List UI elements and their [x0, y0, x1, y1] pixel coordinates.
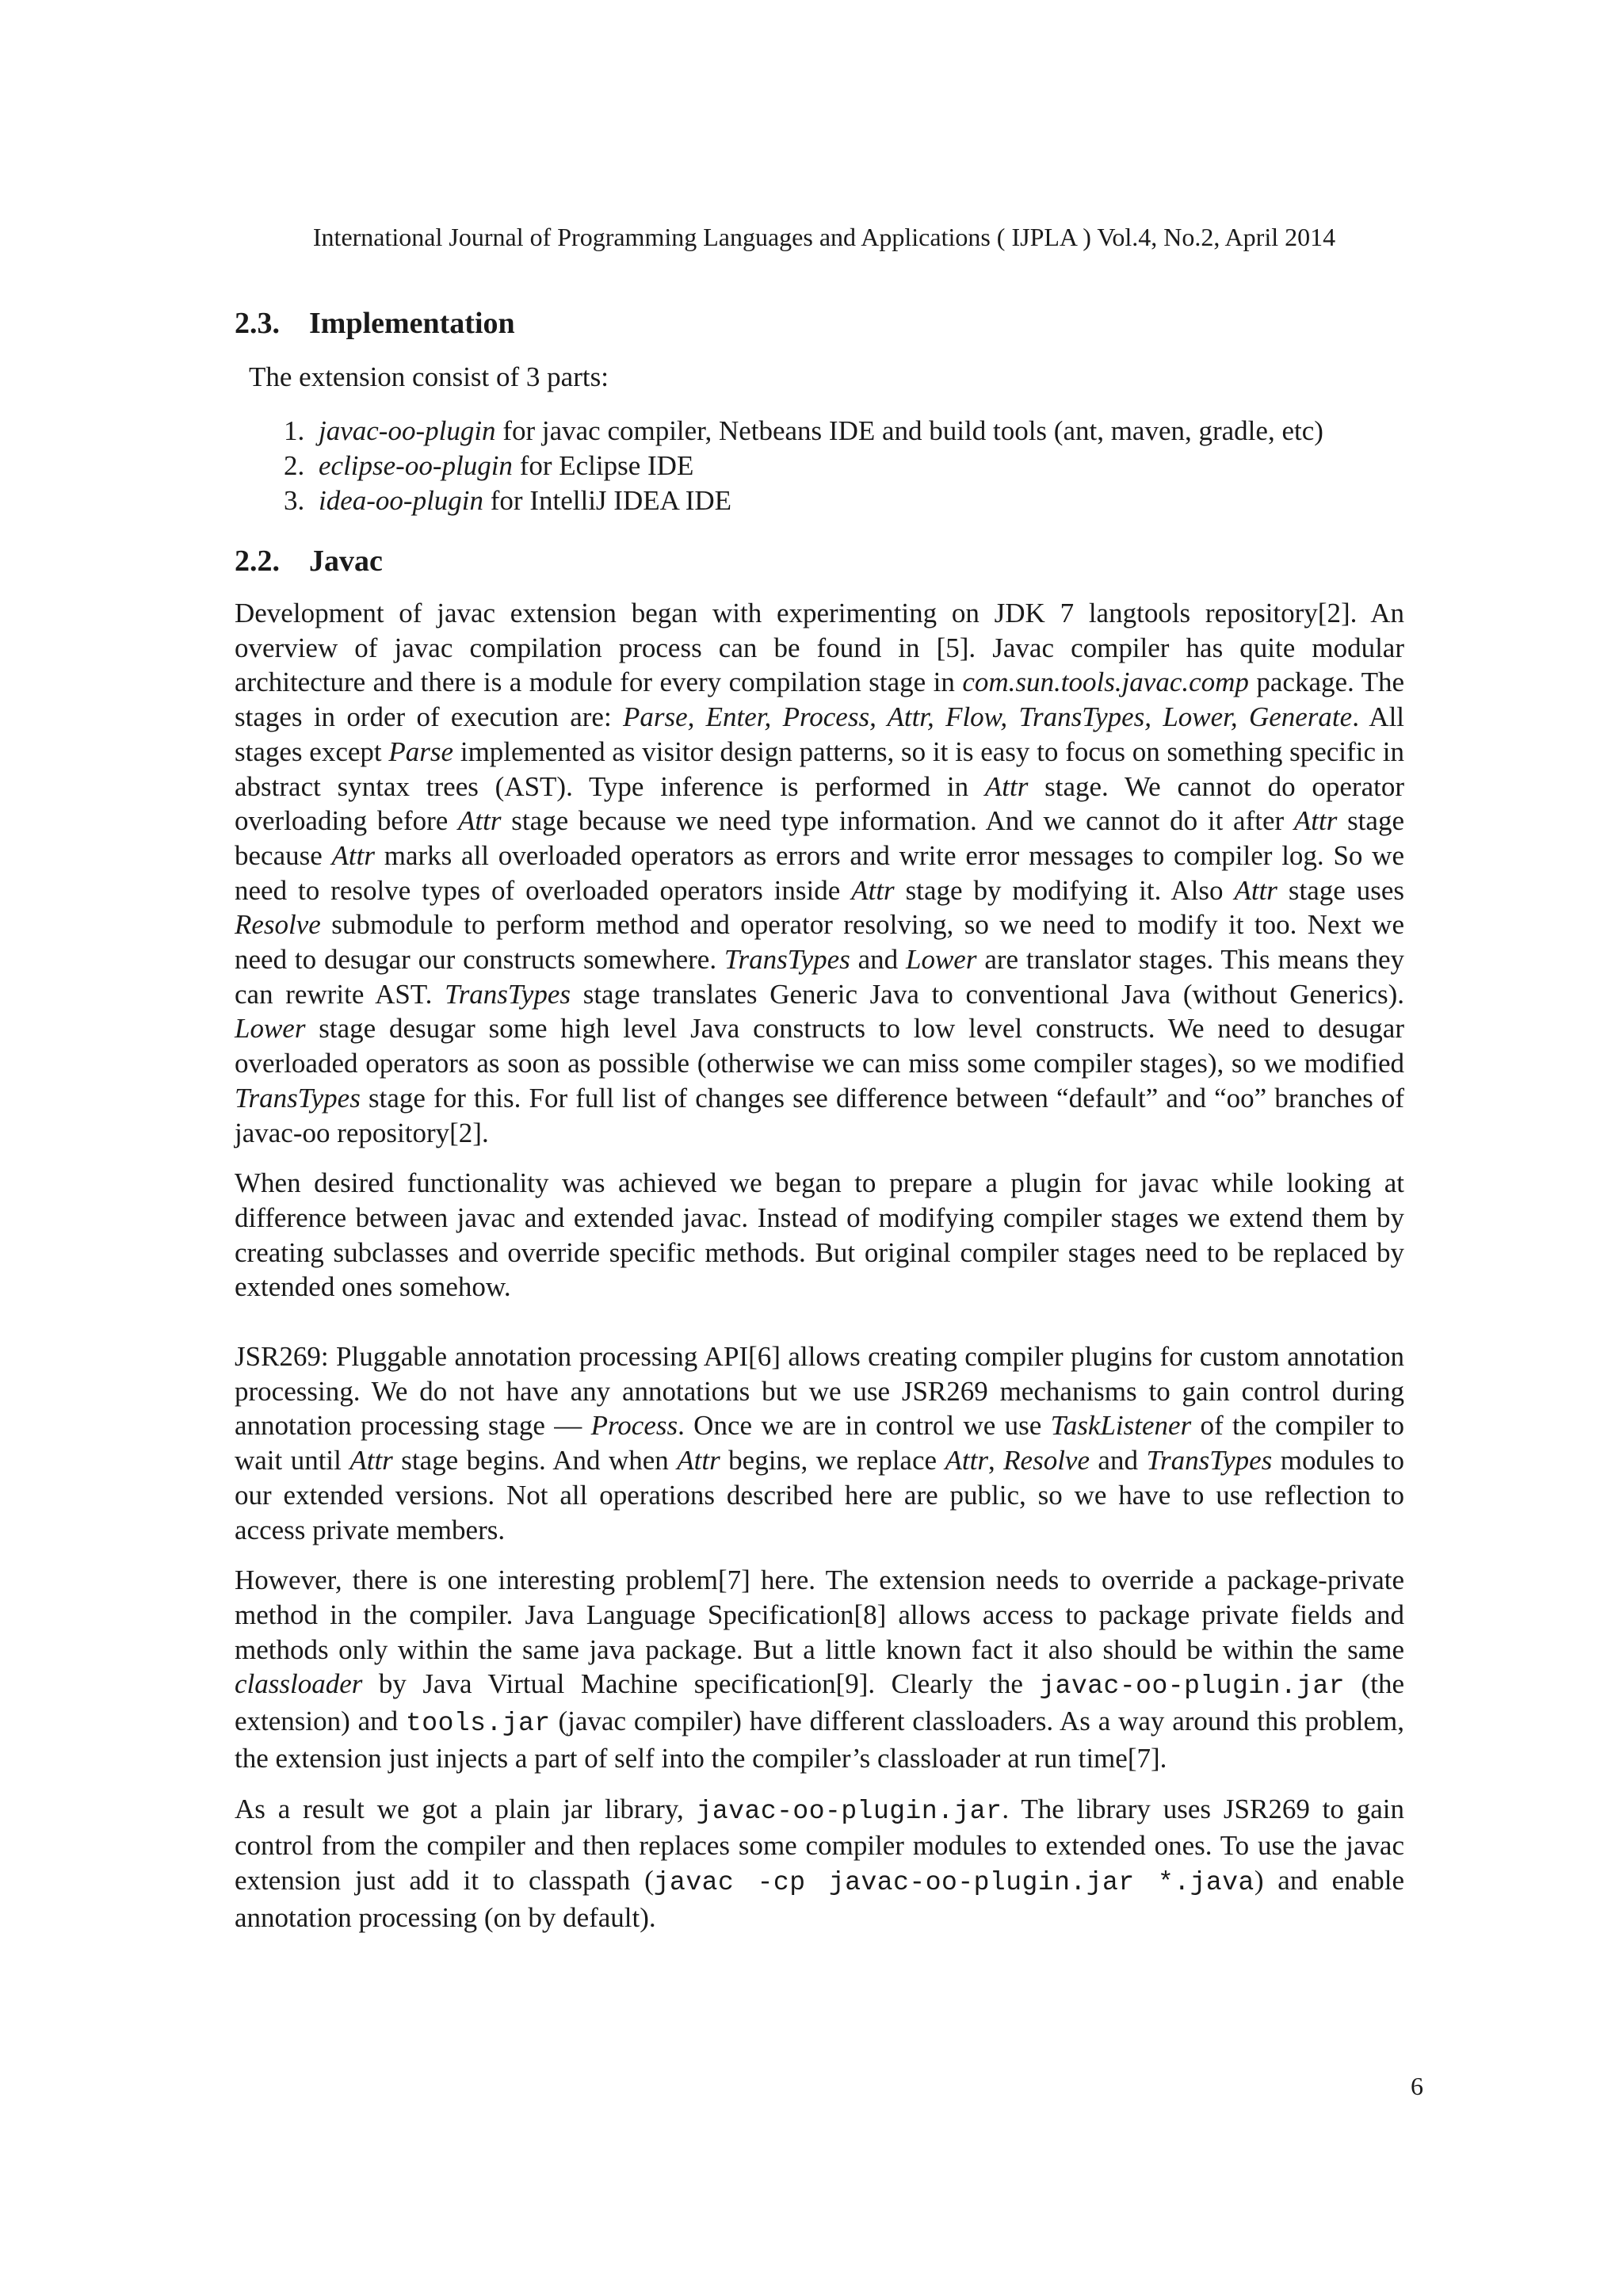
section-number: 2.3.	[235, 307, 280, 340]
list-item	[284, 414, 1404, 449]
page-body	[235, 304, 1404, 1935]
parts-list	[284, 414, 1404, 518]
paragraph-classloader-problem: However, there is one interesting problem[7] here. The extension needs to override a package-private method in the compiler. Java Language Specification[8] allows access to package private fields and methods only within the same java package. But a little known fact it also should be within the same classloader by Java Virtual Machine specification[9]. Clearly the javac-oo-plugin.jar (the extension) and tools.jar (javac compiler) have different classloaders. As a way around this problem, the extension just injects a part of self into the compiler’s classloader at run time[7].	[235, 1564, 1404, 1774]
plugin-name: javac-oo-plugin	[319, 415, 496, 446]
list-number: 3.	[284, 485, 305, 516]
section-number: 2.2.	[235, 544, 280, 578]
paragraph-plugin-preparation: When desired functionality was achieved we began to prepare a plugin for javac while looking at difference between javac and extended javac. Instead of modifying compiler stages we extend them by creating subclasses and override specific methods. But original compiler stages need to be replaced by extended ones somehow.	[235, 1167, 1404, 1303]
list-item-text: for Eclipse IDE	[512, 450, 694, 481]
list-intro: The extension consist of 3 parts:	[249, 361, 609, 392]
section-title: Javac	[309, 544, 383, 578]
list-item-text: for IntelliJ IDEA IDE	[483, 485, 732, 516]
paragraph-result: As a result we got a plain jar library, javac-oo-plugin.jar. The library uses JSR269 to gain control from the compiler and then replaces some compiler modules to extended ones. To use the javac extension just add it to classpath (javac -cp javac-oo-plugin.jar *.java) and enable annotation processing (on by default).	[235, 1793, 1405, 1933]
page-number: 6	[1411, 2072, 1423, 2100]
list-item	[284, 483, 1404, 518]
list-number: 1.	[284, 415, 305, 446]
list-number: 2.	[284, 450, 305, 481]
plugin-name: eclipse-oo-plugin	[319, 450, 513, 481]
paragraph-jsr269: JSR269: Pluggable annotation processing API[6] allows creating compiler plugins for custom annotation processing. We do not have any annotations but we use JSR269 mechanisms to gain control during annotation processing stage — Process. Once we are in control we use TaskListener of the compiler to wait until Attr stage begins. And when Attr begins, we replace Attr, Resolve and TransTypes modules to our extended versions. Not all operations described here are public, so we have to use reflection to access private members.	[235, 1341, 1405, 1545]
section-heading-implementation	[235, 304, 1404, 342]
list-item	[284, 449, 1404, 483]
list-item-text: for javac compiler, Netbeans IDE and build tools (ant, maven, gradle, etc)	[495, 415, 1323, 446]
plugin-name: idea-oo-plugin	[319, 485, 484, 516]
section-heading-javac	[235, 542, 1404, 580]
section-title: Implementation	[309, 307, 515, 340]
paragraph-javac-development: Development of javac extension began with experimenting on JDK 7 langtools repository[2]. An overview of javac compilation process can be found in [5]. Javac compiler has quite modular architecture and there is a module for every compilation stage in com.sun.tools.javac.comp package. The stages in order of execution are: Parse, Enter, Process, Attr, Flow, TransTypes, Lower, Generate. All stages except Parse implemented as visitor design patterns, so it is easy to focus on something specific in abstract syntax trees (AST). Type inference is performed in Attr stage. We cannot do operator overloading before Attr stage because we need type information. And we cannot do it after Attr stage because Attr marks all overloaded operators as errors and write error messages to compiler log. So we need to resolve types of overloaded operators inside Attr stage by modifying it. Also Attr stage uses Resolve submodule to perform method and operator resolving, so we need to modify it too. Next we need to desugar our constructs somewhere. TransTypes and Lower are translator stages. This means they can rewrite AST. TransTypes stage translates Generic Java to conventional Java (without Generics). Lower stage desugar some high level Java constructs to low level constructs. We need to desugar overloaded operators as soon as possible (otherwise we can miss some compiler stages), so we modified TransTypes stage for this. For full list of changes see difference between “default” and “oo” branches of javac-oo repository[2].	[235, 598, 1405, 1148]
running-header: International Journal of Programming Languages and Applications ( IJPLA ) Vol.4, No.2, April 2014	[312, 223, 1336, 251]
